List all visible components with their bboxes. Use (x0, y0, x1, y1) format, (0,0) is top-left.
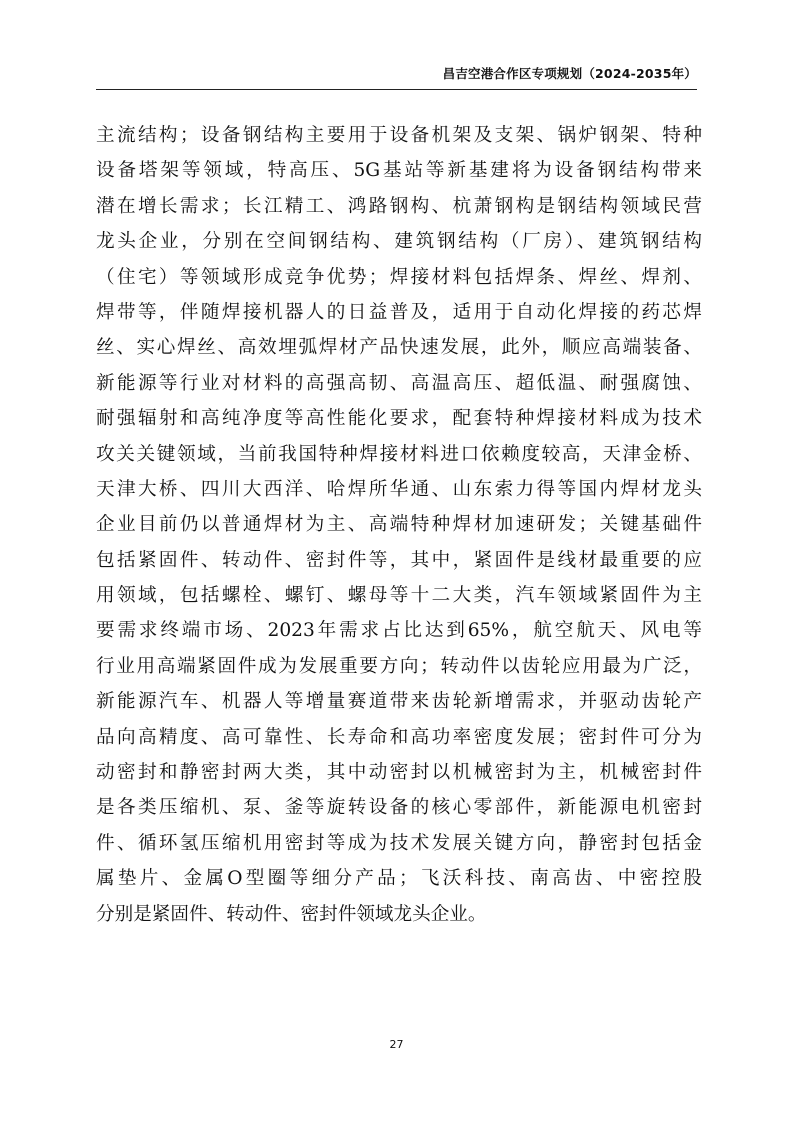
paragraph-line: 新能源汽车、机器人等增量赛道带来齿轮新增需求，并驱动齿轮产 (96, 691, 702, 713)
paragraph-line: 企业目前仍以普通焊材为主、高端特种焊材加速研发；关键基础件 (96, 514, 702, 536)
paragraph-line: 天津大桥、四川大西洋、哈焊所华通、山东索力得等国内焊材龙头 (96, 478, 702, 500)
page-header-title: 昌吉空港合作区专项规划（2024-2035年） (442, 66, 697, 81)
paragraph-line: 龙头企业，分别在空间钢结构、建筑钢结构（厂房）、建筑钢结构 (96, 231, 702, 253)
paragraph-line: 新能源等行业对材料的高强高韧、高温高压、超低温、耐强腐蚀、 (96, 372, 702, 394)
paragraph-line-last: 分别是紧固件、转动件、密封件领域龙头企业。 (96, 903, 487, 925)
paragraph-line: 耐强辐射和高纯净度等高性能化要求，配套特种焊接材料成为技术 (96, 408, 702, 430)
paragraph-line: 是各类压缩机、泵、釜等旋转设备的核心零部件，新能源电机密封 (96, 797, 702, 819)
paragraph-line: 件、循环氢压缩机用密封等成为技术发展关键方向，静密封包括金 (96, 832, 702, 854)
paragraph-line: 潜在增长需求；长江精工、鸿路钢构、杭萧钢构是钢结构领域民营 (96, 195, 702, 217)
page-number: 27 (389, 1038, 404, 1051)
paragraph-line: 焊带等，伴随焊接机器人的日益普及，适用于自动化焊接的药芯焊 (96, 301, 702, 323)
body-paragraph (96, 118, 702, 932)
paragraph-line: 攻关关键领域，当前我国特种焊接材料进口依赖度较高，天津金桥、 (96, 443, 702, 465)
paragraph-line: 要需求终端市场、2023年需求占比达到65%，航空航天、风电等 (96, 620, 702, 642)
paragraph-line: 设备塔架等领域，特高压、5G基站等新基建将为设备钢结构带来 (96, 160, 702, 182)
paragraph-line: 丝、实心焊丝、高效埋弧焊材产品快速发展，此外，顺应高端装备、 (96, 337, 702, 359)
paragraph-line: （住宅）等领域形成竞争优势；焊接材料包括焊条、焊丝、焊剂、 (96, 266, 702, 288)
paragraph-line: 动密封和静密封两大类，其中动密封以机械密封为主，机械密封件 (96, 762, 702, 784)
header-divider (96, 89, 697, 90)
paragraph-line: 属垫片、金属O型圈等细分产品；飞沃科技、南高齿、中密控股 (96, 868, 702, 890)
paragraph-line: 主流结构；设备钢结构主要用于设备机架及支架、锅炉钢架、特种 (96, 125, 702, 146)
paragraph-line: 行业用高端紧固件成为发展重要方向；转动件以齿轮应用最为广泛， (96, 655, 702, 677)
paragraph-line: 品向高精度、高可靠性、长寿命和高功率密度发展；密封件可分为 (96, 726, 702, 748)
paragraph-line: 包括紧固件、转动件、密封件等，其中，紧固件是线材最重要的应 (96, 549, 702, 571)
paragraph-line: 用领域，包括螺栓、螺钉、螺母等十二大类，汽车领域紧固件为主 (96, 585, 702, 607)
